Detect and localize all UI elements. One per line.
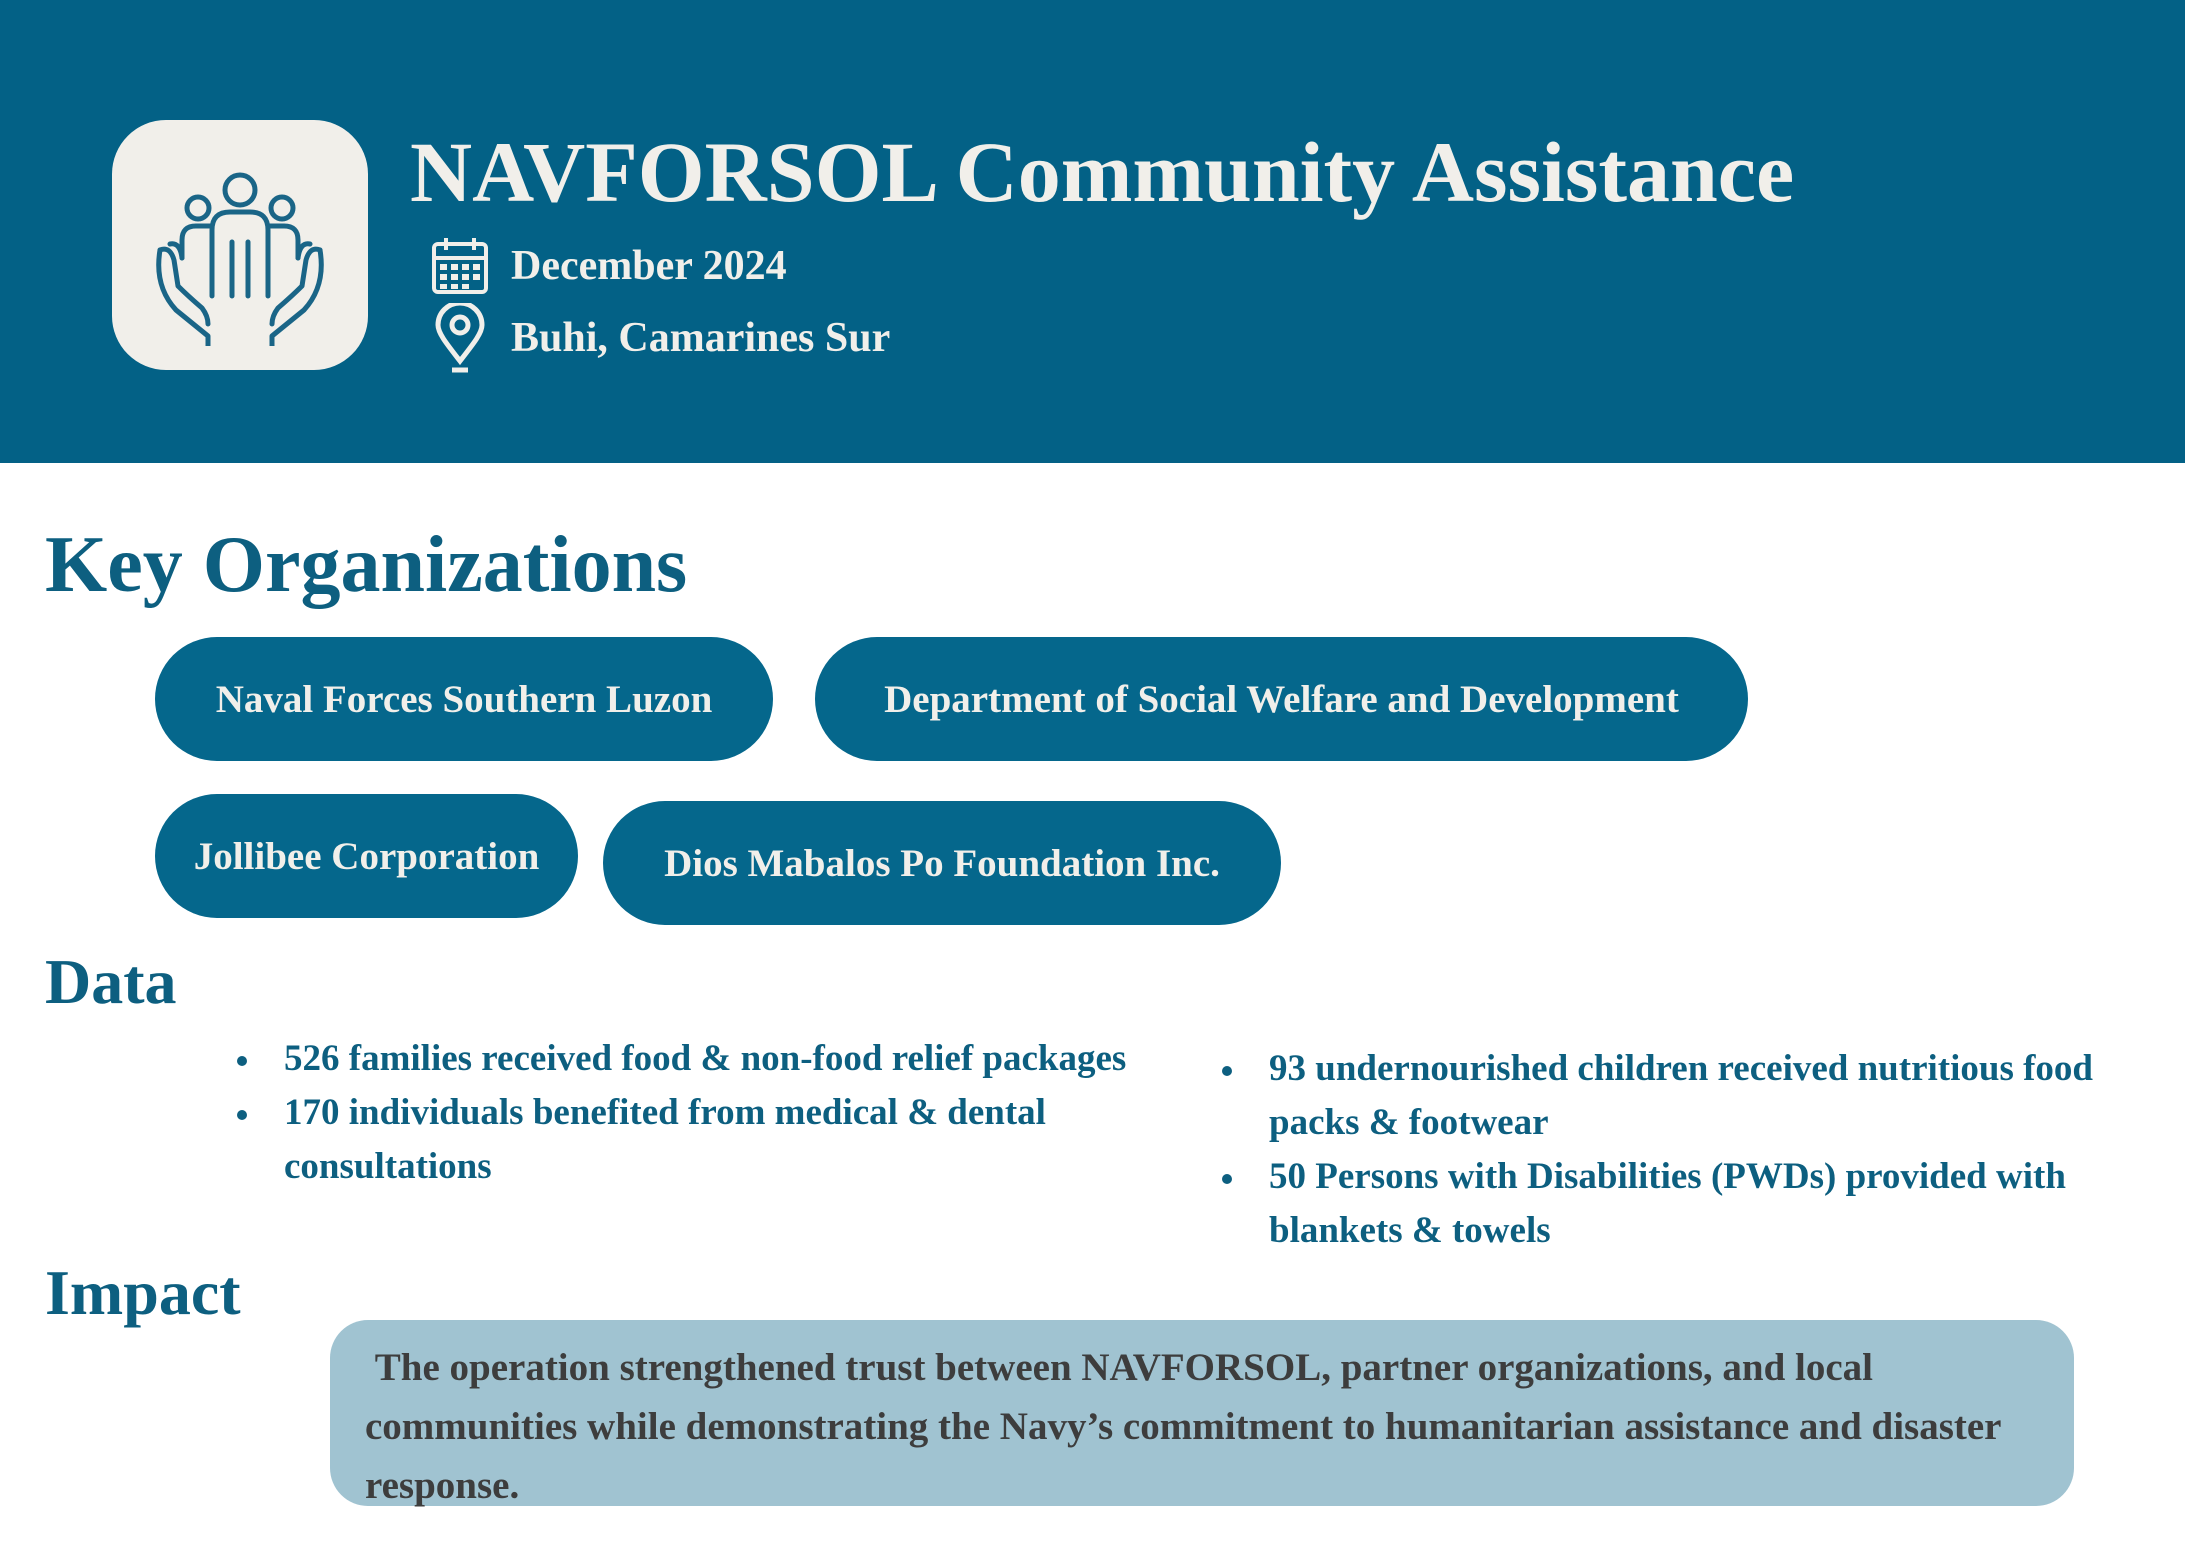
list-item: 170 individuals benefited from medical & dental consultations (237, 1086, 1147, 1194)
data-list-left (237, 1032, 1147, 1194)
header-banner (0, 0, 2185, 463)
logo-tile (112, 120, 368, 370)
list-item: 526 families received food & non-food relief packages (237, 1032, 1147, 1086)
org-pill: Department of Social Welfare and Development (815, 637, 1748, 761)
impact-statement (330, 1320, 2074, 1506)
org-pill: Jollibee Corporation (155, 794, 578, 918)
calendar-icon (425, 231, 495, 301)
page-title: NAVFORSOL Community Assistance (410, 124, 1795, 220)
list-item: 93 undernourished children received nutritious food packs & footwear (1222, 1042, 2172, 1150)
data-heading: Data (45, 946, 177, 1017)
date-row (425, 231, 787, 301)
org-pill: Naval Forces Southern Luzon (155, 637, 773, 761)
community-hands-icon (140, 146, 340, 346)
impact-text: The operation strengthened trust between NAVFORSOL, partner organizations, and local communities while demonstrating the Navy’s commitment to humanitarian assistance and disaster response. (365, 1346, 2011, 1507)
list-item: 50 Persons with Disabilities (PWDs) provided with blankets & towels (1222, 1150, 2172, 1258)
data-list-right (1222, 1042, 2172, 1258)
location-pin-icon (425, 303, 495, 373)
org-pill: Dios Mabalos Po Foundation Inc. (603, 801, 1281, 925)
event-date: December 2024 (511, 243, 787, 289)
impact-heading: Impact (45, 1257, 241, 1328)
location-row (425, 303, 890, 373)
key-organizations-heading: Key Organizations (45, 521, 688, 609)
event-location: Buhi, Camarines Sur (511, 315, 891, 361)
